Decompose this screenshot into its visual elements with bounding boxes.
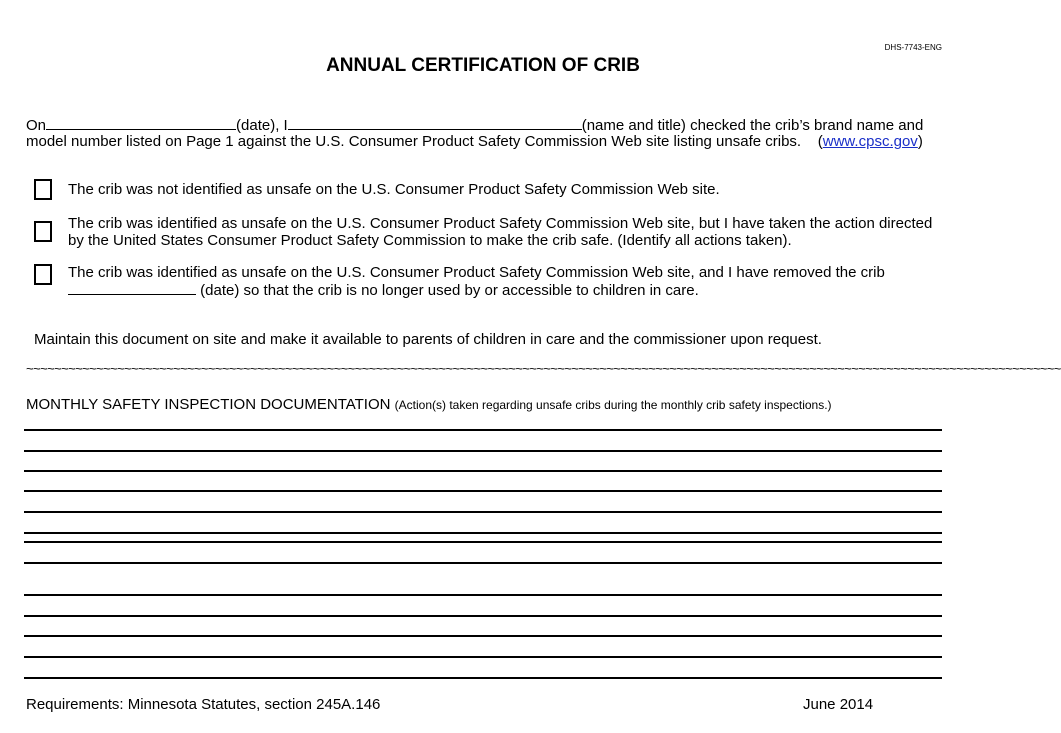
intro-line-2 bbox=[26, 133, 923, 150]
name-title-label: (name and title) checked the crib’s brand name and bbox=[581, 117, 924, 134]
option-2-text: The crib was identified as unsafe on the U.S. Consumer Product Safety Commission Web site, but I have taken the action directed by the United States Consumer Product Safety Commission to make the crib safe. (Identify all actions taken). bbox=[68, 215, 933, 249]
date-label: (date), I bbox=[236, 117, 288, 134]
writing-line[interactable] bbox=[24, 532, 942, 534]
writing-line[interactable] bbox=[24, 429, 942, 431]
intro-line-1 bbox=[26, 116, 923, 134]
option-3-checkbox[interactable] bbox=[34, 264, 52, 285]
writing-line[interactable] bbox=[24, 635, 942, 637]
option-1-text: The crib was not identified as unsafe on the U.S. Consumer Product Safety Commission Web site. bbox=[68, 181, 720, 198]
option-1-checkbox[interactable] bbox=[34, 179, 52, 200]
writing-line[interactable] bbox=[24, 511, 942, 513]
url-open: ( bbox=[817, 133, 823, 150]
revision-date: June 2014 bbox=[803, 696, 874, 713]
writing-line[interactable] bbox=[24, 490, 942, 492]
option-3-line-2: (date) so that the crib is no longer used by or accessible to children in care. bbox=[200, 282, 699, 299]
tilde-separator: ~~~~~~~~~~~~~~~~~~~~~~~~~~~~~~~~~~~~~~~~~~~~~~~~~~~~~~~~~~~~~~~~~~~~~~~~~~~~~~~~~~~~~~~~~~~~~~~~~~~~~~~~~~~~~~~~~~~~~~~~~~~~~~~~~~~~~~~~~~~~~~~~~~~~ bbox=[26, 361, 1061, 376]
intro-on-label: On bbox=[26, 117, 47, 134]
writing-line[interactable] bbox=[24, 541, 942, 543]
removal-date-field[interactable] bbox=[68, 281, 196, 295]
writing-line[interactable] bbox=[24, 656, 942, 658]
writing-line[interactable] bbox=[24, 470, 942, 472]
option-2-checkbox[interactable] bbox=[34, 221, 52, 242]
option-3-line-1: The crib was identified as unsafe on the U.S. Consumer Product Safety Commission Web site, and I have removed the crib bbox=[68, 264, 885, 281]
url-close: ) bbox=[917, 133, 923, 150]
monthly-title: MONTHLY SAFETY INSPECTION DOCUMENTATION bbox=[26, 396, 391, 413]
name-title-field[interactable] bbox=[288, 116, 582, 130]
writing-line[interactable] bbox=[24, 562, 942, 564]
maintain-note: Maintain this document on site and make it available to parents of children in care and the commissioner upon request. bbox=[34, 331, 822, 348]
writing-line[interactable] bbox=[24, 677, 942, 679]
writing-line[interactable] bbox=[24, 615, 942, 617]
writing-line[interactable] bbox=[24, 594, 942, 596]
monthly-subtext: (Action(s) taken regarding unsafe cribs during the monthly crib safety inspections.) bbox=[394, 398, 832, 412]
page-title: ANNUAL CERTIFICATION OF CRIB bbox=[326, 55, 640, 76]
requirements-note: Requirements: Minnesota Statutes, section 245A.146 bbox=[26, 696, 381, 713]
date-field[interactable] bbox=[46, 116, 236, 130]
option-3-text bbox=[68, 264, 938, 299]
monthly-heading bbox=[26, 396, 832, 413]
intro-line-2-text: model number listed on Page 1 against the U.S. Consumer Product Safety Commission Web site listing unsafe cribs. bbox=[26, 133, 802, 150]
writing-line[interactable] bbox=[24, 450, 942, 452]
form-code: DHS-7743-ENG bbox=[884, 43, 942, 52]
cpsc-link[interactable]: www.cpsc.gov bbox=[822, 133, 918, 150]
